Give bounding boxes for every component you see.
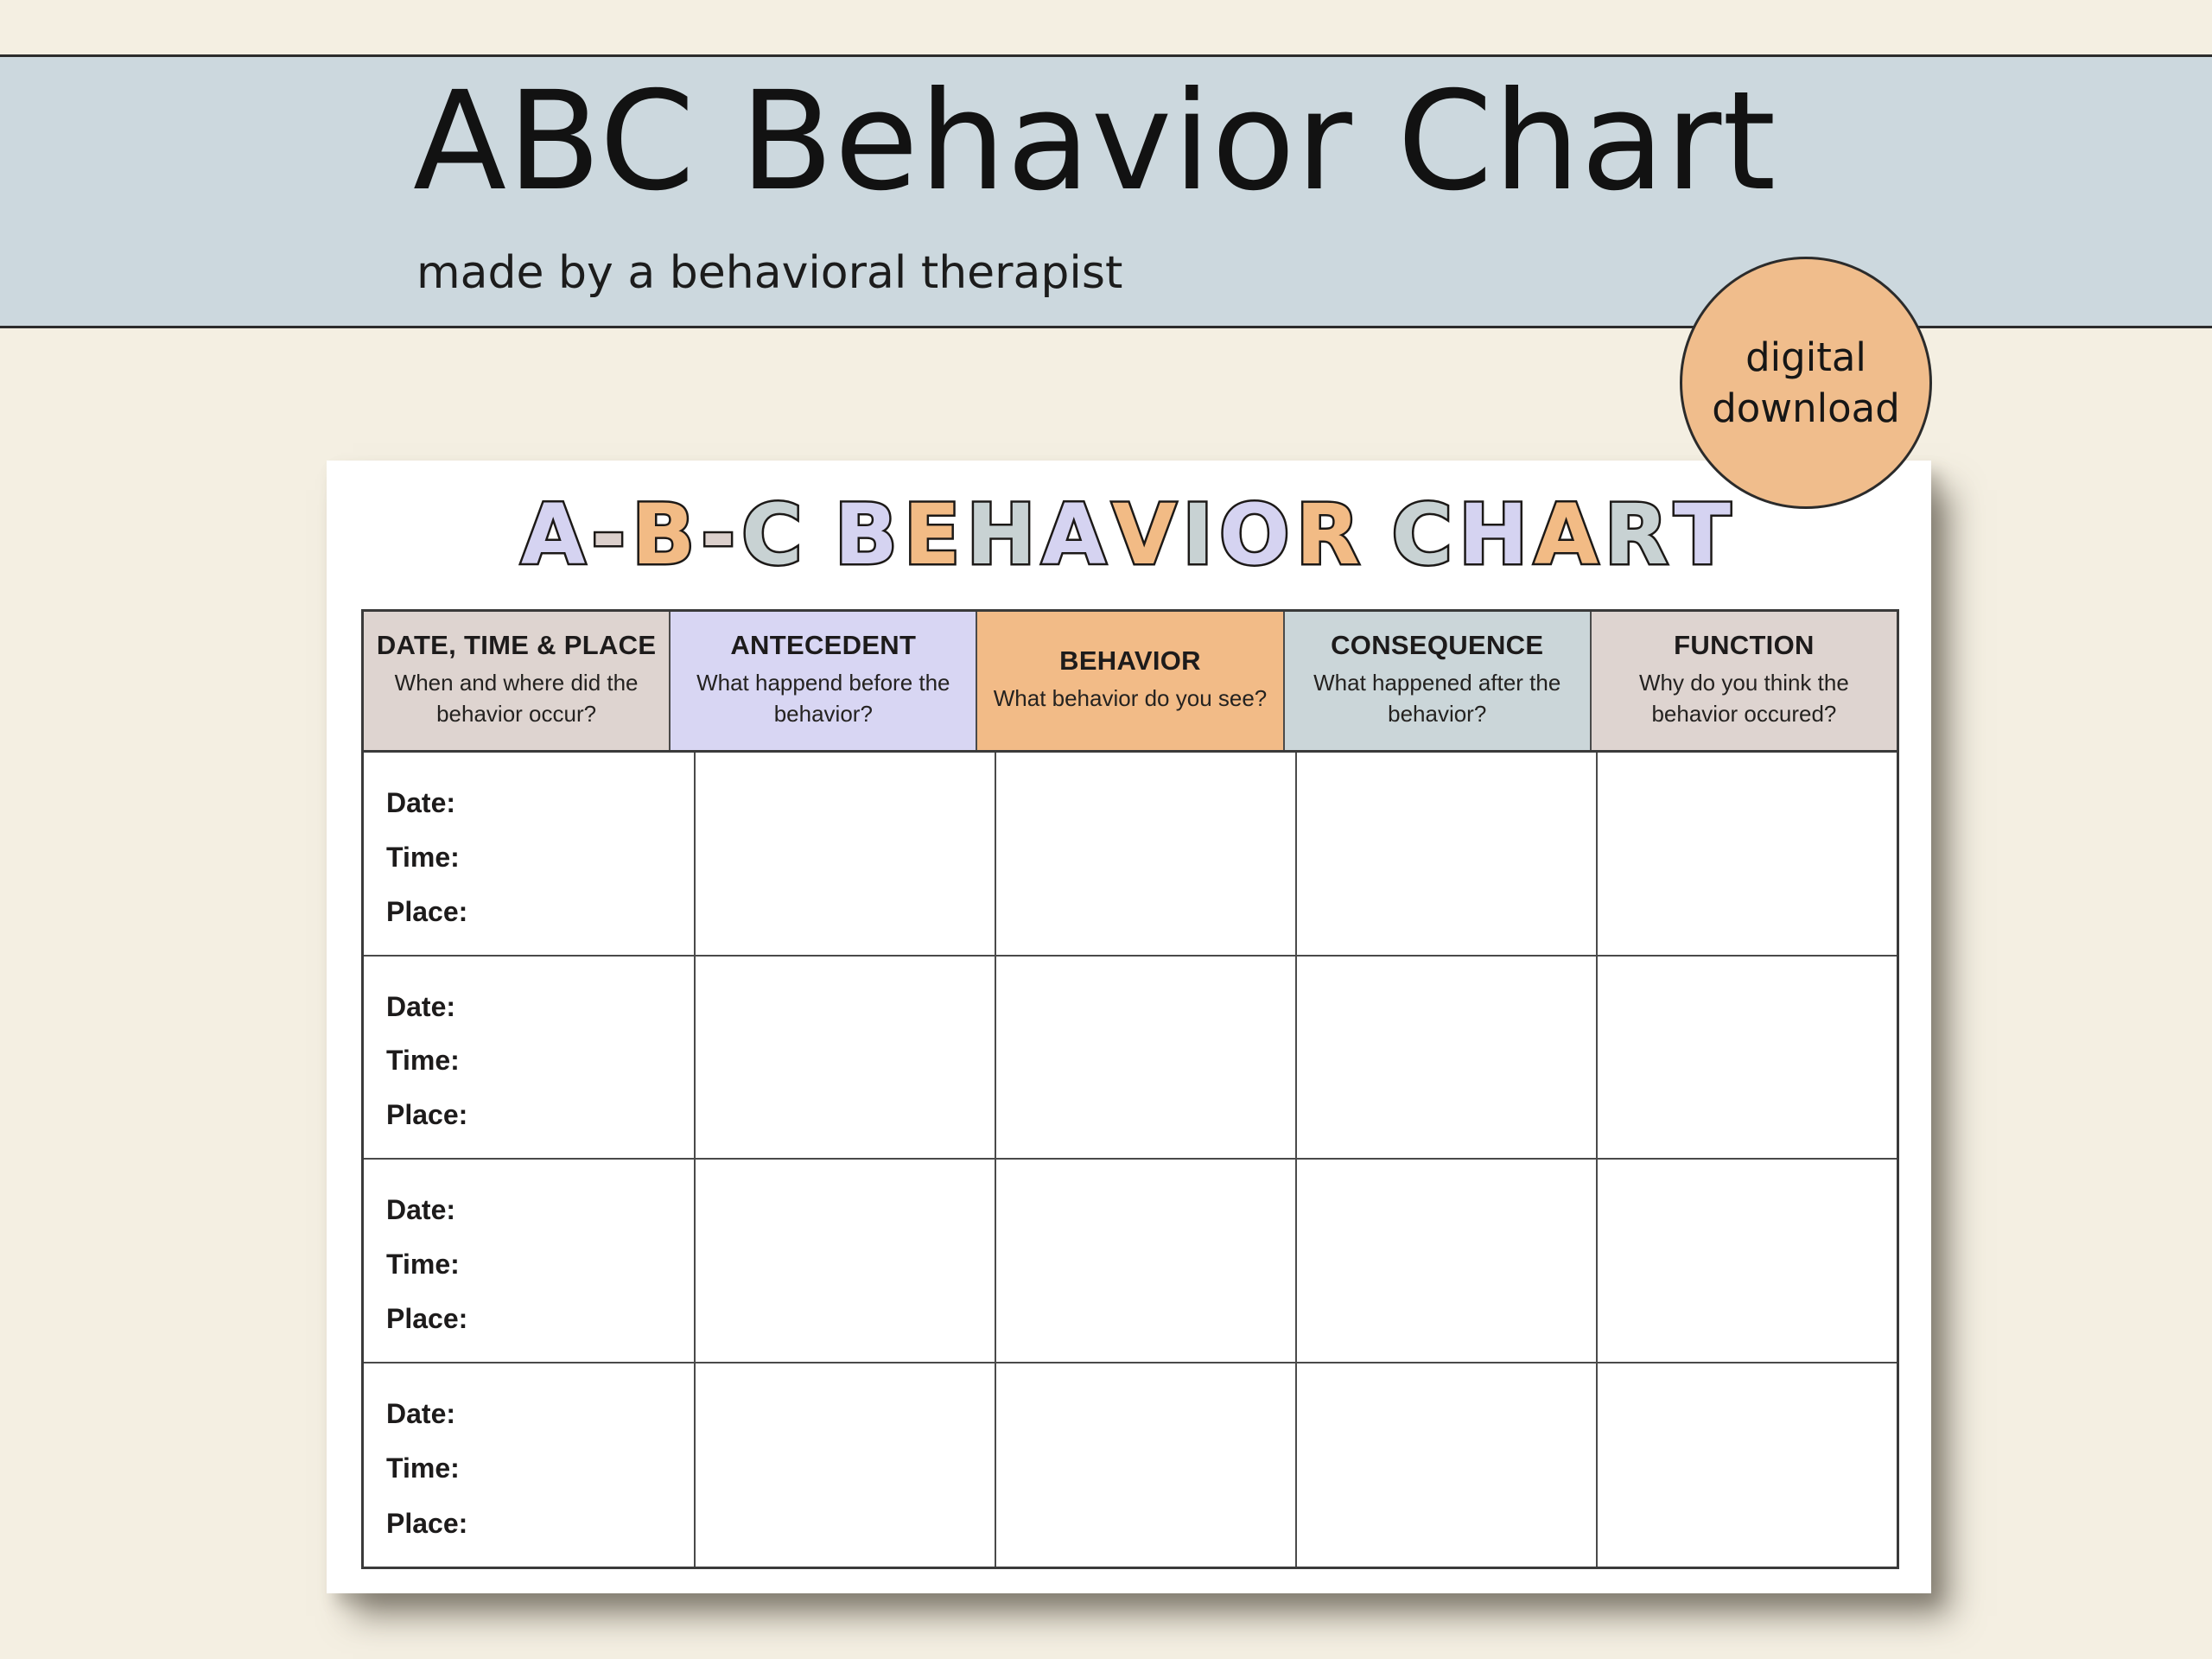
table-row xyxy=(364,1160,1897,1363)
blank-entry-cell xyxy=(996,1160,1297,1363)
banner-subtitle: made by a behavioral therapist xyxy=(416,247,1123,299)
column-header: DATE, TIME & PLACE xyxy=(376,629,657,660)
row-label: Time: xyxy=(386,841,460,873)
blank-entry-cell xyxy=(1297,753,1598,957)
bubble-letter: V xyxy=(1111,486,1183,583)
column-header: BEHAVIOR xyxy=(1059,645,1201,676)
page-title: ABC Behavior Chart xyxy=(413,62,1777,221)
bubble-letter: R xyxy=(1295,486,1366,583)
bubble-letter: E xyxy=(903,486,967,583)
column-question: Why do you think the behavior occured? xyxy=(1639,669,1849,728)
column-header: FUNCTION xyxy=(1674,629,1815,660)
date-time-place-cell xyxy=(364,1363,696,1567)
blank-entry-cell xyxy=(1598,753,1897,957)
worksheet-paper xyxy=(327,461,1931,1593)
badge-line-1: digital xyxy=(1745,334,1866,380)
row-label: Date: xyxy=(386,787,456,818)
blank-entry-cell xyxy=(996,753,1297,957)
abc-behavior-table xyxy=(361,609,1899,1569)
bubble-letter: T xyxy=(1674,486,1738,583)
row-label: Place: xyxy=(386,895,468,927)
column-question: When and where did the behavior occur? xyxy=(394,669,639,728)
row-label: Date: xyxy=(386,1194,456,1225)
blank-entry-cell xyxy=(1598,1363,1897,1567)
date-time-place-cell xyxy=(364,1160,696,1363)
bubble-letter: C xyxy=(741,486,809,583)
blank-entry-cell xyxy=(996,957,1297,1160)
bubble-letter: H xyxy=(1458,486,1535,583)
column-header: ANTECEDENT xyxy=(730,629,917,660)
bubble-letter: B xyxy=(834,486,904,583)
header-cell-function xyxy=(1592,612,1897,750)
row-label: Place: xyxy=(386,1508,468,1539)
row-label: Place: xyxy=(386,1302,468,1334)
header-cell-date-time-place xyxy=(364,612,671,750)
badge-line-2: download xyxy=(1712,385,1900,431)
table-row xyxy=(364,1363,1897,1567)
bubble-letter: O xyxy=(1218,486,1296,583)
bubble-letter: - xyxy=(701,486,742,583)
row-label: Date: xyxy=(386,1397,456,1429)
blank-entry-cell xyxy=(696,1363,996,1567)
bubble-letter: A xyxy=(1534,486,1605,583)
blank-entry-cell xyxy=(1297,1363,1598,1567)
column-header: CONSEQUENCE xyxy=(1331,629,1544,660)
column-question: What happened after the behavior? xyxy=(1313,669,1561,728)
table-row xyxy=(364,753,1897,957)
table-row xyxy=(364,957,1897,1160)
date-time-place-cell xyxy=(364,957,696,1160)
table-body xyxy=(364,753,1897,1567)
blank-entry-cell xyxy=(1297,1160,1598,1363)
bubble-letter: B xyxy=(632,486,702,583)
column-question: What behavior do you see? xyxy=(993,684,1268,711)
blank-entry-cell xyxy=(696,1160,996,1363)
bubble-letter: H xyxy=(966,486,1042,583)
bubble-letter: C xyxy=(1391,486,1459,583)
blank-entry-cell xyxy=(1598,957,1897,1160)
row-label: Place: xyxy=(386,1099,468,1130)
bubble-letter: A xyxy=(520,486,592,583)
bubble-letter: I xyxy=(1182,486,1219,583)
blank-entry-cell xyxy=(1297,957,1598,1160)
row-label: Date: xyxy=(386,990,456,1022)
digital-download-badge xyxy=(1680,257,1932,509)
header-cell-antecedent xyxy=(671,612,977,750)
bubble-letter: A xyxy=(1041,486,1112,583)
header-cell-behavior xyxy=(977,612,1284,750)
row-label: Time: xyxy=(386,1045,460,1077)
bubble-letter: R xyxy=(1604,486,1675,583)
blank-entry-cell xyxy=(996,1363,1297,1567)
blank-entry-cell xyxy=(696,753,996,957)
date-time-place-cell xyxy=(364,753,696,957)
header-cell-consequence xyxy=(1285,612,1592,750)
bubble-letter: - xyxy=(591,486,632,583)
blank-entry-cell xyxy=(1598,1160,1897,1363)
table-header-row xyxy=(364,612,1897,753)
worksheet-title xyxy=(327,486,1931,583)
blank-entry-cell xyxy=(696,957,996,1160)
column-question: What happend before the behavior? xyxy=(696,669,950,728)
row-label: Time: xyxy=(386,1248,460,1280)
row-label: Time: xyxy=(386,1452,460,1484)
